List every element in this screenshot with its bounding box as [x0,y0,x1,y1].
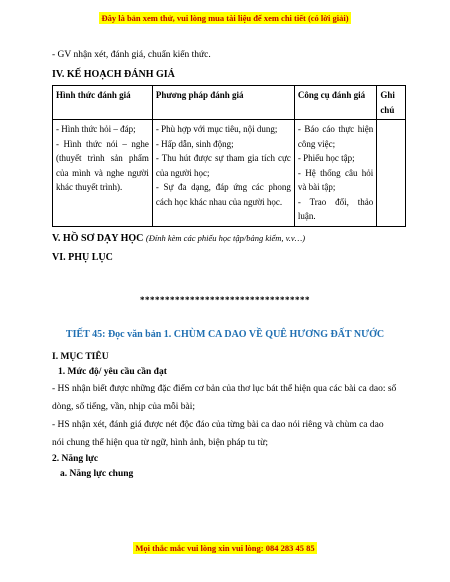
list-item: - Hệ thống câu hỏi và bài tập; [297,167,374,192]
header-method: Phương pháp đánh giá [152,86,294,120]
table-row [53,120,406,227]
lesson-title: TIẾT 45: Đọc văn bản 1. CHÙM CA DAO VỀ QUÊ HƯƠNG ĐẤT NƯỚC [65,328,385,340]
list-item: - Thu hút được sự tham gia tích cực của người học; [155,153,291,178]
goal-item-2: - HS nhận xét, đánh giá được nét độc đáo của từng bài ca dao nói riêng và chùm ca dao nói chung thể hiện qua từ ngữ, hình ảnh, biện pháp tu từ; [52,419,384,448]
list-item: - Trao đổi, thảo luận. [297,196,374,221]
section-v-note: (Đính kèm các phiếu học tập/bảng kiểm, v.v…) [145,232,306,243]
section-vi-heading: VI. PHỤ LỤC [52,251,113,263]
goals-subheading-2a: a. Năng lực chung [60,468,134,479]
list-item: - Sự đa dạng, đáp ứng các phong cách học khác nhau của người học. [155,182,291,207]
contact-banner-text: Mọi thắc mắc vui lòng xin vui lòng: 084 283 45 85 [135,543,315,553]
cell-tool [294,120,376,227]
assessment-table [52,85,406,227]
section-v-heading [52,231,398,246]
list-item: - Báo cáo thực hiện công việc; [297,124,374,149]
table-header-row [53,86,406,120]
section-v-title: V. HỒ SƠ DẠY HỌC [52,232,144,244]
preview-banner-text: Đây là bản xem thử, vui lòng mua tài liệu để xem chi tiết (có lời giải) [101,13,349,23]
preview-banner [0,8,450,26]
contact-banner [0,538,450,556]
goals-subheading-2: 2. Năng lực [52,453,99,464]
list-item: - Hình thức nói – nghe (thuyết trình sản phẩm của mình và nghe người khác thuyết trình). [56,138,149,192]
cell-form [53,120,153,227]
goals-subheading-1: 1. Mức độ/ yêu cầu cần đạt [58,366,167,377]
list-item: - Phiếu học tập; [297,153,355,163]
cell-note [377,120,406,227]
goals-heading: I. MỤC TIÊU [52,351,109,362]
header-form: Hình thức đánh giá [53,86,153,120]
separator-stars: ********************************** [140,294,310,305]
header-note: Ghi chú [377,86,406,120]
intro-line: - GV nhận xét, đánh giá, chuẩn kiến thức. [52,50,211,60]
cell-method [152,120,294,227]
list-item: - Hình thức hỏi – đáp; [56,124,136,134]
list-item: - Phù hợp với mục tiêu, nội dung; [155,124,278,134]
list-item: - Hấp dẫn, sinh động; [155,138,234,149]
section-iv-heading: IV. KẾ HOẠCH ĐÁNH GIÁ [52,69,175,80]
header-tool: Công cụ đánh giá [294,86,376,120]
document-body [52,48,398,482]
goal-item-1: - HS nhận biết được những đặc điểm cơ bản của thơ lục bát thể hiện qua các bài ca dao: số dòng, số tiếng, vần, nhịp của mỗi bài; [52,383,397,412]
